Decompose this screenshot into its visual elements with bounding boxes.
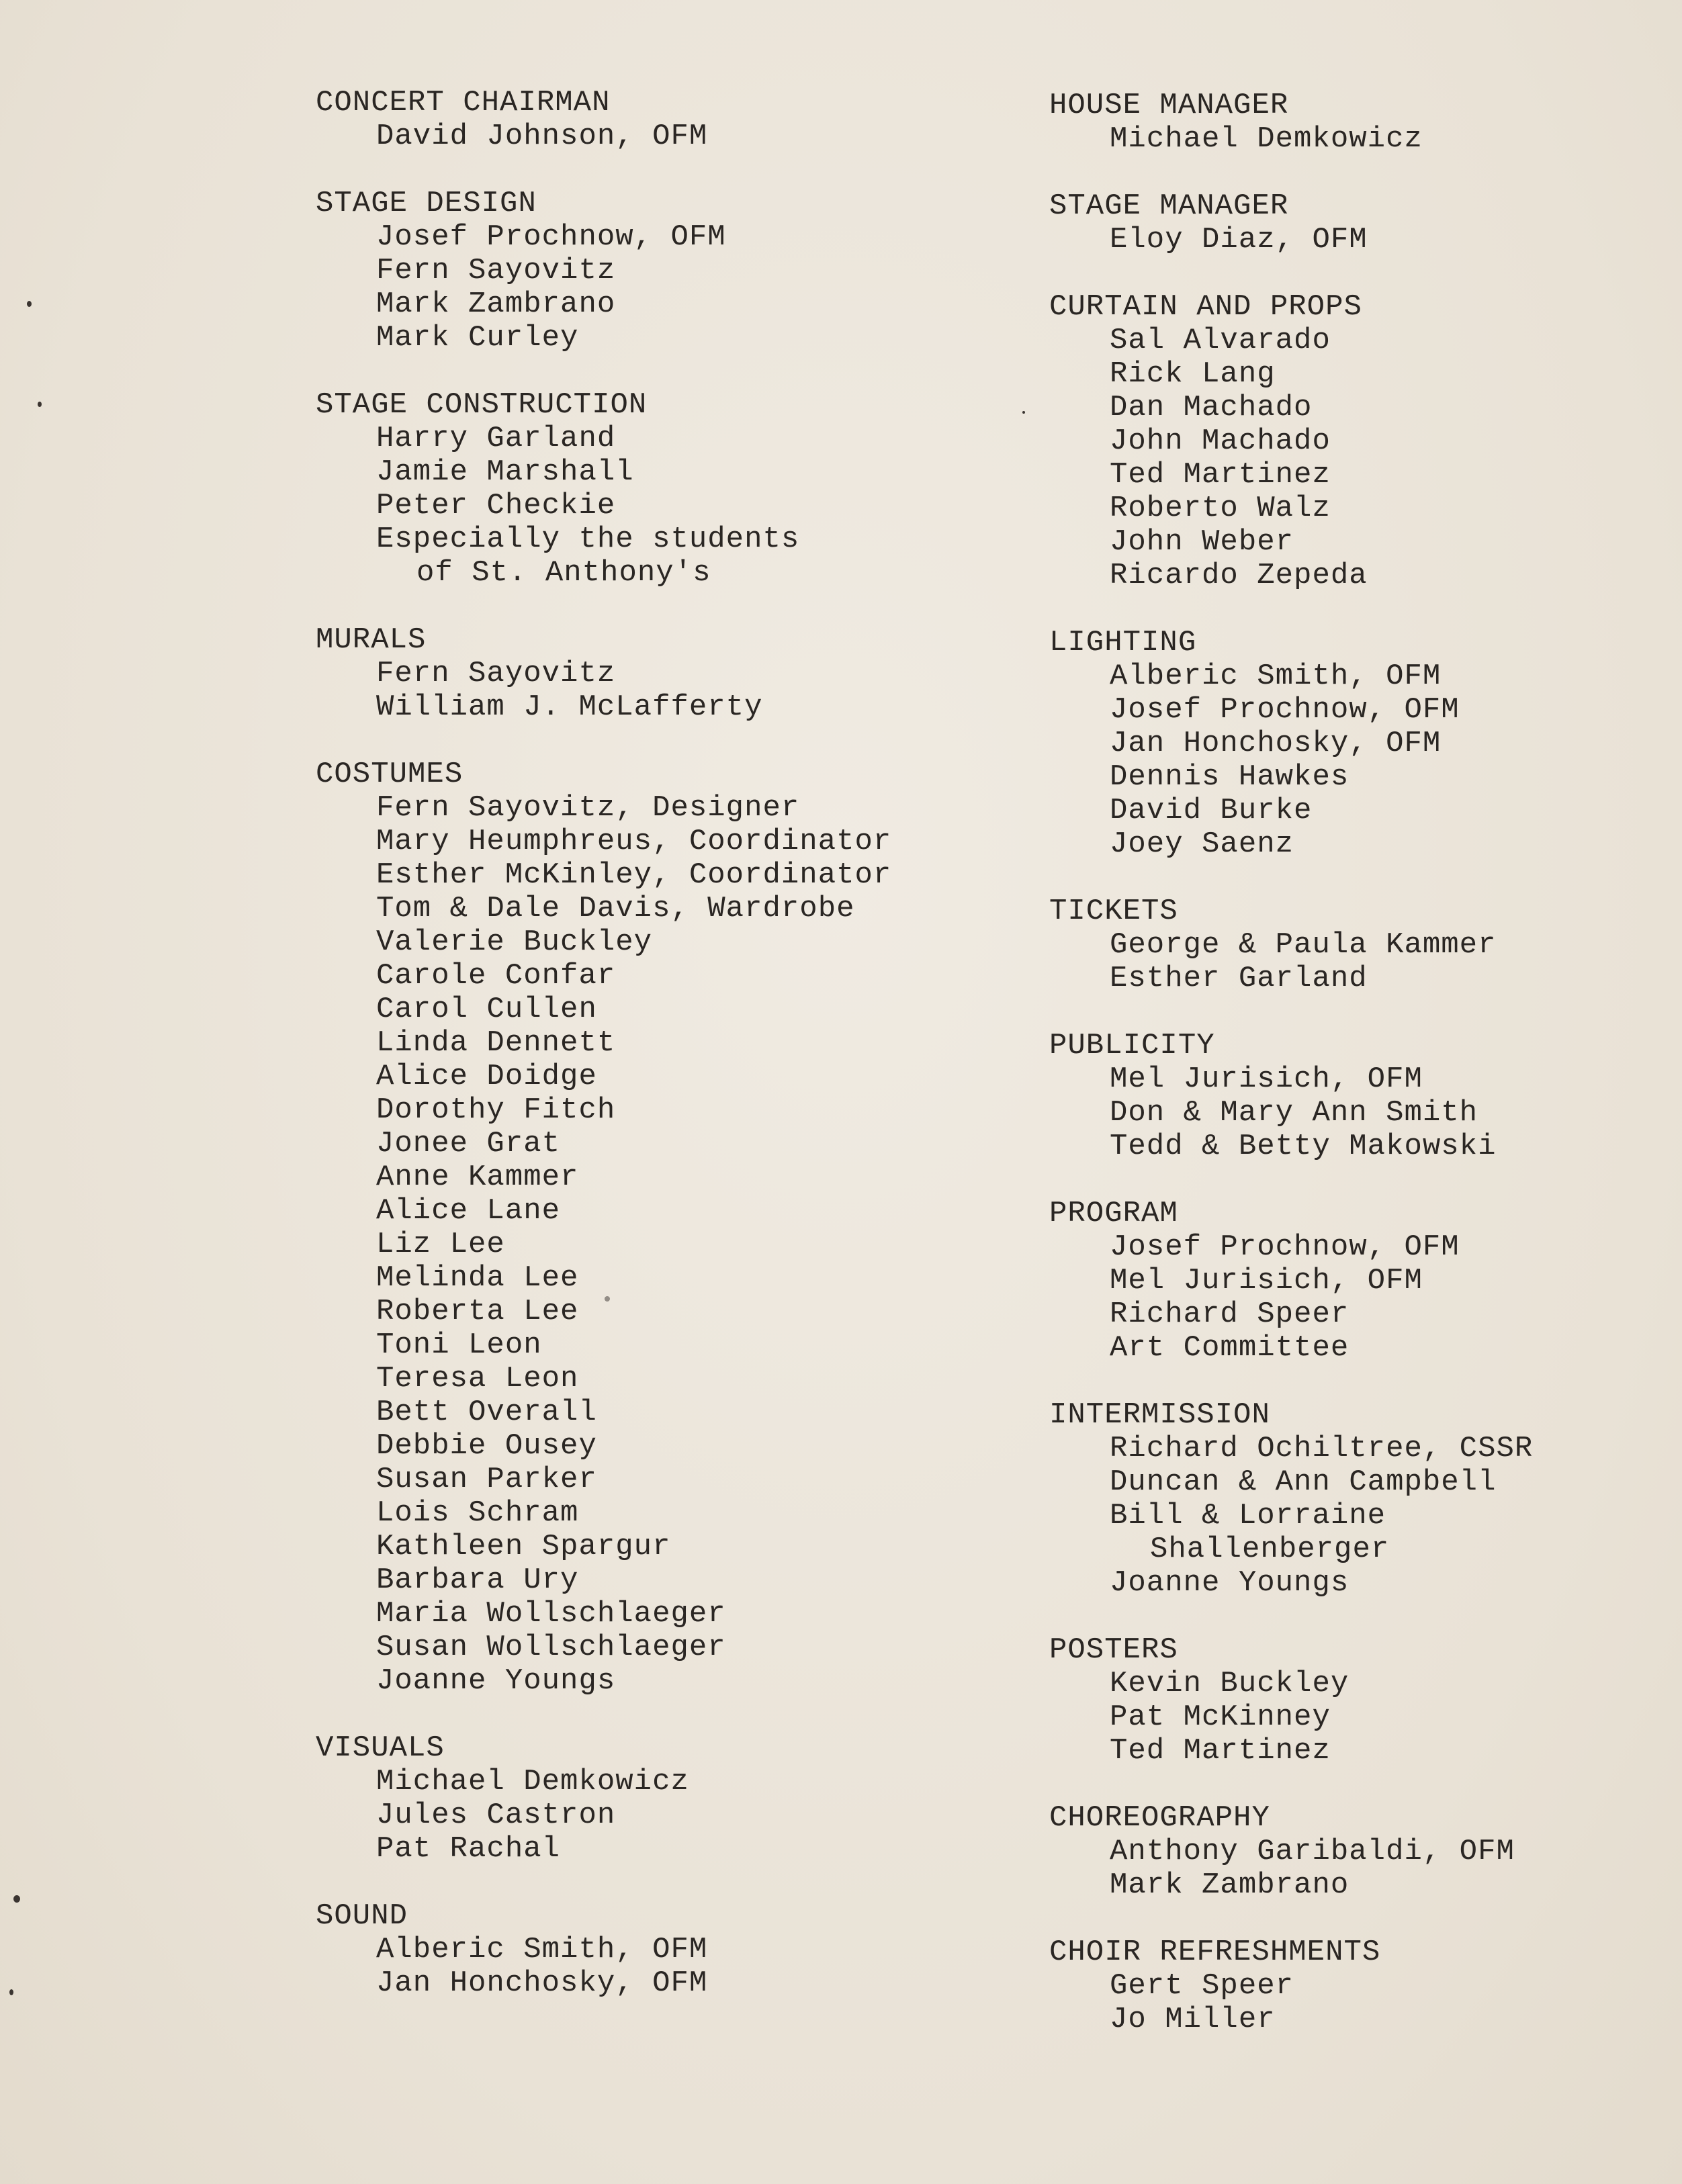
credit-name: Mel Jurisich, OFM — [1110, 1062, 1423, 1096]
credit-name: David Burke — [1110, 794, 1313, 827]
credit-section — [316, 1899, 987, 2000]
paper-speck — [605, 1296, 610, 1302]
credit-name: Ted Martinez — [1110, 1734, 1331, 1768]
left-credits-column — [316, 86, 987, 2034]
credit-name: Duncan & Ann Campbell — [1110, 1465, 1497, 1499]
credit-name: Especially the students — [376, 522, 800, 556]
credit-name: Joanne Youngs — [1110, 1566, 1349, 1600]
section-heading: STAGE MANAGER — [1049, 189, 1289, 223]
section-heading: POSTERS — [1049, 1633, 1178, 1667]
section-heading: INTERMISSION — [1049, 1398, 1270, 1432]
credit-name: Jules Castron — [376, 1799, 616, 1832]
credit-name: Tedd & Betty Makowski — [1110, 1130, 1497, 1163]
credit-name: Art Committee — [1110, 1331, 1349, 1365]
credit-name: David Johnson, OFM — [376, 120, 708, 153]
credit-name: Don & Mary Ann Smith — [1110, 1096, 1478, 1130]
credit-name: Michael Demkowicz — [1110, 122, 1423, 156]
credit-name: Alberic Smith, OFM — [376, 1933, 708, 1966]
section-heading: TICKETS — [1049, 895, 1178, 928]
section-heading: PUBLICITY — [1049, 1029, 1215, 1062]
paper-speck — [1022, 411, 1025, 414]
credit-section — [1049, 290, 1674, 592]
credit-name: Alice Doidge — [376, 1060, 597, 1093]
credit-name: Fern Sayovitz, Designer — [376, 791, 800, 825]
credit-name: Joanne Youngs — [376, 1664, 616, 1698]
credit-name: Bill & Lorraine — [1110, 1499, 1386, 1533]
credit-name: Josef Prochnow, OFM — [376, 220, 726, 254]
credit-section — [316, 388, 987, 590]
section-heading: CHOIR REFRESHMENTS — [1049, 1936, 1381, 1969]
credit-name: Fern Sayovitz — [376, 254, 616, 287]
credit-name: Liz Lee — [376, 1228, 505, 1261]
credit-name: Josef Prochnow, OFM — [1110, 693, 1460, 727]
credit-name: Alberic Smith, OFM — [1110, 659, 1442, 693]
credit-name: Josef Prochnow, OFM — [1110, 1230, 1460, 1264]
credit-section — [1049, 1936, 1674, 2036]
section-heading: CONCERT CHAIRMAN — [316, 86, 611, 120]
credit-name: Linda Dennett — [376, 1026, 616, 1060]
credit-section — [1049, 626, 1674, 861]
credit-section — [1049, 89, 1674, 156]
credit-name: of St. Anthony's — [416, 556, 711, 590]
credit-name: George & Paula Kammer — [1110, 928, 1497, 962]
credit-name: Valerie Buckley — [376, 925, 653, 959]
credit-name: Debbie Ousey — [376, 1429, 597, 1463]
credit-name: William J. McLafferty — [376, 690, 763, 724]
credit-name: Pat Rachal — [376, 1832, 561, 1866]
credit-section — [1049, 1633, 1674, 1768]
credit-section — [316, 187, 987, 355]
credit-name: Peter Checkie — [376, 489, 616, 522]
credit-section — [316, 758, 987, 1698]
credit-name: Kevin Buckley — [1110, 1667, 1349, 1700]
credit-name: Esther Garland — [1110, 962, 1368, 995]
credit-section — [1049, 895, 1674, 995]
credit-name: Jan Honchosky, OFM — [1110, 727, 1442, 760]
credit-name: Lois Schram — [376, 1496, 579, 1530]
credit-name: Michael Demkowicz — [376, 1765, 689, 1799]
credit-name: Carole Confar — [376, 959, 616, 993]
credit-name: Dan Machado — [1110, 391, 1313, 424]
credit-name: Rick Lang — [1110, 357, 1276, 391]
credit-name: Dennis Hawkes — [1110, 760, 1349, 794]
section-heading: STAGE CONSTRUCTION — [316, 388, 648, 422]
credit-section — [1049, 1197, 1674, 1365]
credit-name: John Machado — [1110, 424, 1331, 458]
credit-name: Ricardo Zepeda — [1110, 559, 1368, 592]
credit-name: Mary Heumphreus, Coordinator — [376, 825, 892, 858]
credit-name: Anthony Garibaldi, OFM — [1110, 1835, 1515, 1868]
credit-section — [1049, 1801, 1674, 1902]
paper-speck — [9, 1989, 13, 1995]
credit-name: Carol Cullen — [376, 993, 597, 1026]
credit-name: Jonee Grat — [376, 1127, 561, 1161]
credit-name: Sal Alvarado — [1110, 324, 1331, 357]
credit-name: Gert Speer — [1110, 1969, 1294, 2003]
credit-name: Roberta Lee — [376, 1295, 579, 1328]
credit-name: Richard Speer — [1110, 1298, 1349, 1331]
section-heading: VISUALS — [316, 1731, 445, 1765]
credit-section — [1049, 1029, 1674, 1163]
paper-speck — [27, 301, 32, 307]
credit-name: Dorothy Fitch — [376, 1093, 616, 1127]
credit-name: Joey Saenz — [1110, 827, 1294, 861]
credit-name: Toni Leon — [376, 1328, 542, 1362]
credit-name: Anne Kammer — [376, 1161, 579, 1194]
credit-name: Maria Wollschlaeger — [376, 1597, 726, 1631]
credit-name: Mark Zambrano — [1110, 1868, 1349, 1902]
credit-name: Roberto Walz — [1110, 492, 1331, 525]
credit-name: Mark Zambrano — [376, 287, 616, 321]
credit-name: Fern Sayovitz — [376, 657, 616, 690]
section-heading: CHOREOGRAPHY — [1049, 1801, 1270, 1835]
section-heading: STAGE DESIGN — [316, 187, 537, 220]
paper-speck — [38, 402, 42, 407]
credit-name: Jan Honchosky, OFM — [376, 1966, 708, 2000]
credit-name: Mel Jurisich, OFM — [1110, 1264, 1423, 1298]
section-heading: SOUND — [316, 1899, 408, 1933]
credit-name: Shallenberger — [1150, 1533, 1390, 1566]
credit-name: Melinda Lee — [376, 1261, 579, 1295]
credit-name: Richard Ochiltree, CSSR — [1110, 1432, 1534, 1465]
section-heading: HOUSE MANAGER — [1049, 89, 1289, 122]
credit-name: Bett Overall — [376, 1396, 597, 1429]
section-heading: MURALS — [316, 623, 427, 657]
credit-name: Pat McKinney — [1110, 1700, 1331, 1734]
credit-section — [1049, 189, 1674, 257]
credit-name: Esther McKinley, Coordinator — [376, 858, 892, 892]
section-heading: LIGHTING — [1049, 626, 1197, 659]
credit-name: Alice Lane — [376, 1194, 561, 1228]
credit-name: Teresa Leon — [376, 1362, 579, 1396]
credit-name: Harry Garland — [376, 422, 616, 455]
credit-name: John Weber — [1110, 525, 1294, 559]
credit-section — [316, 623, 987, 724]
credit-name: Jo Miller — [1110, 2003, 1276, 2036]
credit-name: Susan Wollschlaeger — [376, 1631, 726, 1664]
credit-section — [1049, 1398, 1674, 1600]
credit-name: Jamie Marshall — [376, 455, 634, 489]
credit-name: Mark Curley — [376, 321, 579, 355]
credit-section — [316, 1731, 987, 1866]
credit-name: Kathleen Spargur — [376, 1530, 671, 1563]
paper-speck — [13, 1895, 20, 1903]
credit-name: Barbara Ury — [376, 1563, 579, 1597]
section-heading: COSTUMES — [316, 758, 463, 791]
section-heading: CURTAIN AND PROPS — [1049, 290, 1362, 324]
section-heading: PROGRAM — [1049, 1197, 1178, 1230]
credit-name: Eloy Diaz, OFM — [1110, 223, 1368, 257]
credit-name: Ted Martinez — [1110, 458, 1331, 492]
credit-name: Tom & Dale Davis, Wardrobe — [376, 892, 855, 925]
credit-section — [316, 86, 987, 153]
right-credits-column — [1049, 89, 1674, 2070]
credit-name: Susan Parker — [376, 1463, 597, 1496]
